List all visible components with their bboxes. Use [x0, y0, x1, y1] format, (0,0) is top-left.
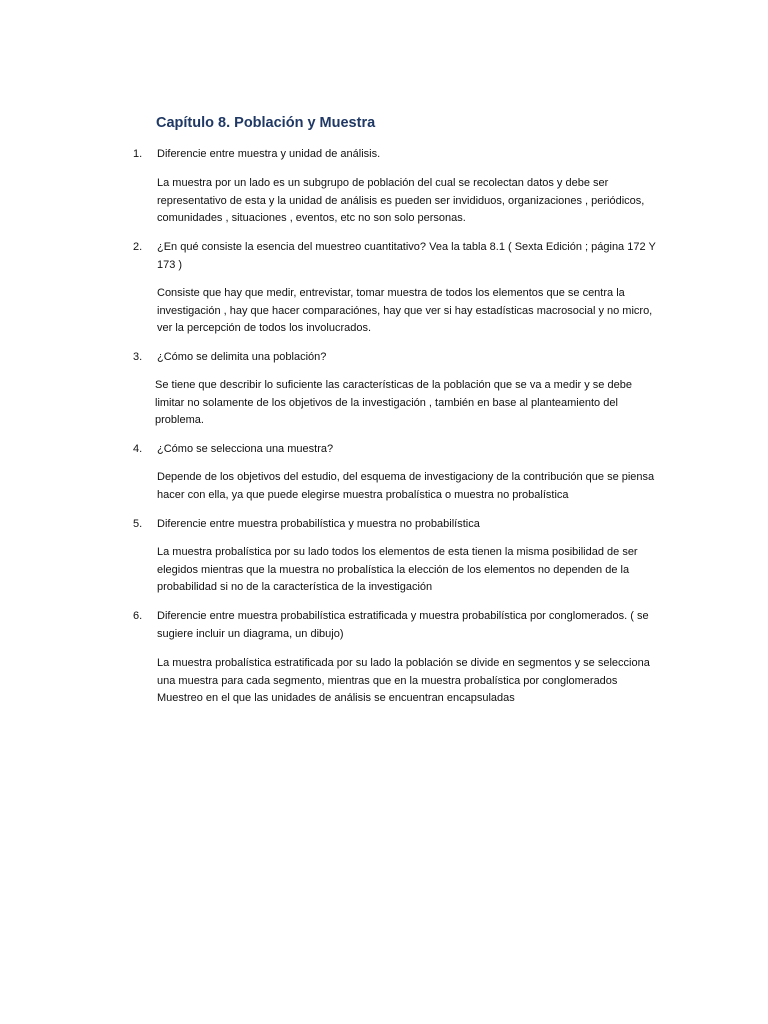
question-4 — [133, 441, 663, 459]
answer-1: La muestra por un lado es un subgrupo de población del cual se recolectan datos y debe ser representativo de esta y la unidad de análisis es pueden ser invididuos, organizaciones , periódicos, comunidades , situaciones , eventos, etc no son solo personas. — [157, 177, 645, 224]
question-text: Diferencie entre muestra probabilística y muestra no probabilística — [157, 518, 480, 530]
question-number: 5. — [133, 518, 143, 530]
question-text: ¿En qué consiste la esencia del muestreo cuantitativo? Vea la tabla 8.1 ( Sexta Edición ; página 172 Y 173 ) — [157, 241, 656, 271]
question-number: 3. — [133, 351, 143, 363]
answer-4: Depende de los objetivos del estudio, del esquema de investigaciony de la contribución que se piensa hacer con ella, ya que puede elegirse muestra probalística o muestra no probalística — [157, 471, 655, 501]
question-2 — [133, 239, 663, 274]
question-number: 1. — [133, 148, 143, 160]
question-6 — [133, 608, 663, 643]
answer-3: Se tiene que describir lo suficiente las características de la población que se va a medir y se debe limitar no solamente de los objetivos de la investigación , también en base al planteamiento del problema. — [155, 379, 632, 426]
question-text: Diferencie entre muestra y unidad de análisis. — [157, 148, 381, 160]
question-5 — [133, 516, 663, 534]
question-number: 2. — [133, 241, 143, 253]
question-1 — [133, 146, 663, 164]
question-3 — [133, 349, 663, 367]
chapter-title: Capítulo 8. Población y Muestra — [156, 115, 376, 131]
answer-6: La muestra probalística estratificada por su lado la población se divide en segmentos y se selecciona una muestra para cada segmento, mientras que en la muestra probalística por conglomerados Muestreo en el que las unidades de análisis se encuentran encapsuladas — [157, 657, 650, 704]
answer-5: La muestra probalística por su lado todos los elementos de esta tienen la misma posibilidad de ser elegidos mientras que la muestra no probalística la elección de los elementos no dependen de la probabilidad si no de la característica de la investigación — [157, 546, 638, 593]
question-number: 6. — [133, 610, 143, 622]
question-text: Diferencie entre muestra probabilística estratificada y muestra probabilística por conglomerados. ( se sugiere incluir un diagrama, un dibujo) — [157, 610, 649, 640]
question-text: ¿Cómo se delimita una población? — [157, 351, 327, 363]
answer-2: Consiste que hay que medir, entrevistar, tomar muestra de todos los elementos que se centra la investigación , hay que hacer comparaciónes, hay que ver si hay estadísticas macrosocial y no micro, ver la percepción de todos los involucrados. — [157, 287, 653, 334]
question-text: ¿Cómo se selecciona una muestra? — [157, 443, 334, 455]
question-number: 4. — [133, 443, 143, 455]
